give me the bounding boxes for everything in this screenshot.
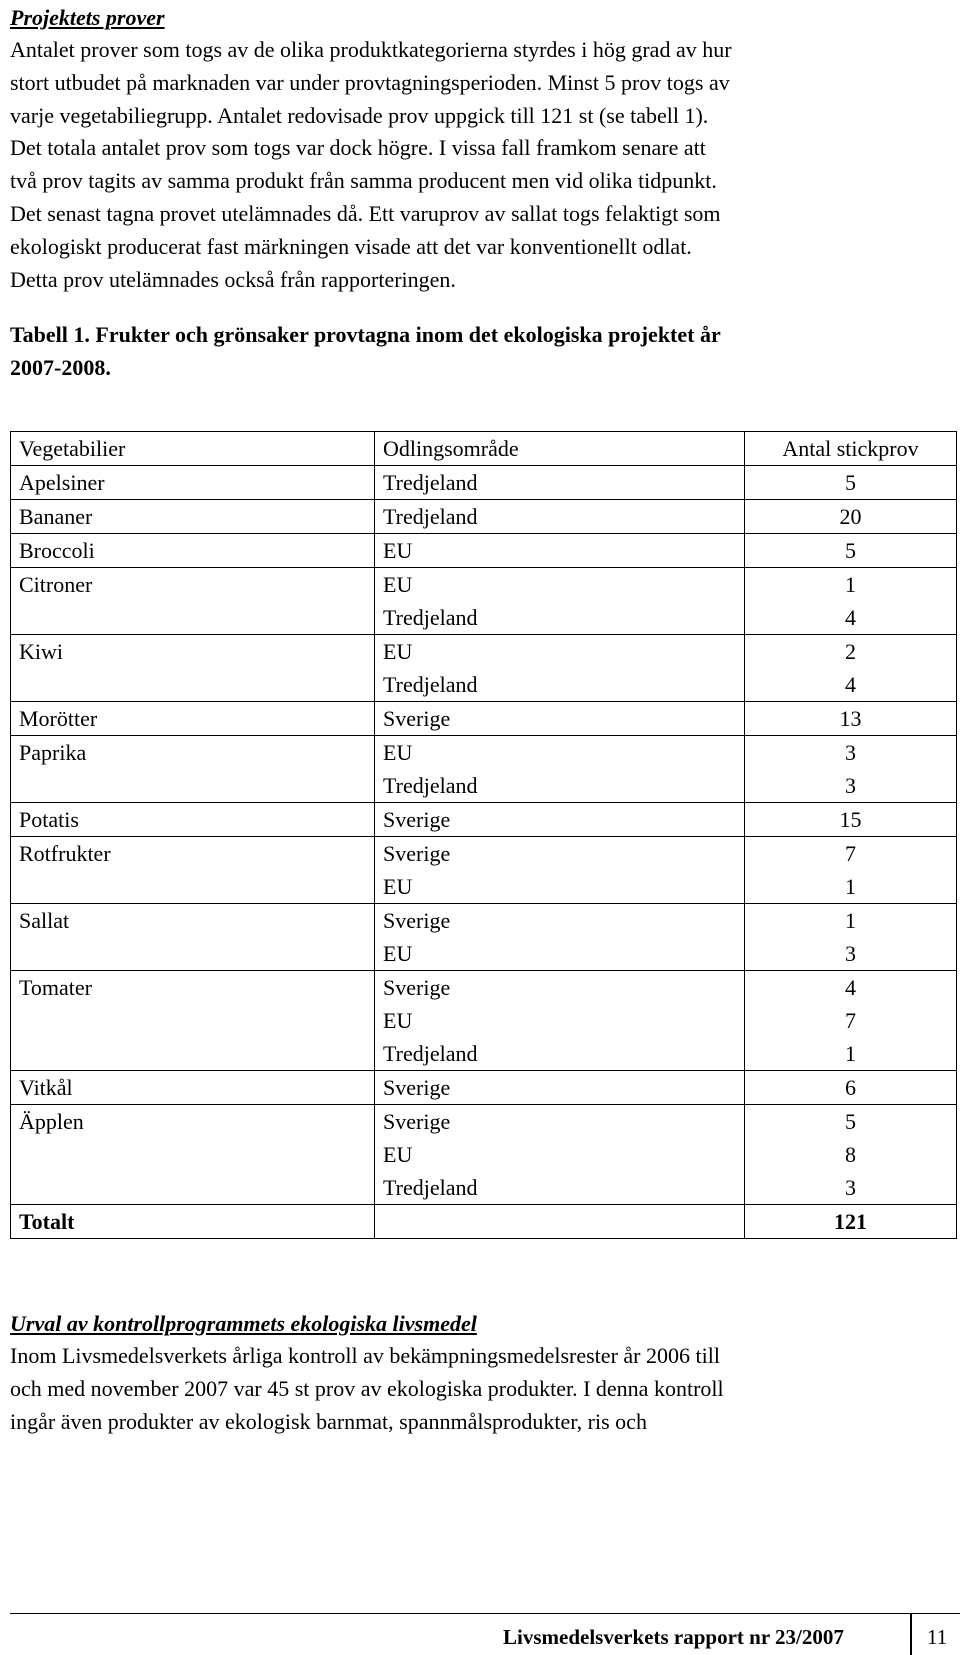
text-line: varje vegetabiliegrupp. Antalet redovisade prov uppgick till 121 st (se tabell 1).	[10, 102, 709, 128]
intro-paragraph	[10, 34, 950, 296]
section-title-projektets-prover: Projektets prover	[10, 5, 165, 30]
table-row	[11, 534, 957, 568]
text-line: och med november 2007 var 45 st prov av ekologiska produkter. I denna kontroll	[10, 1375, 724, 1401]
table-row	[11, 635, 957, 702]
cell-odlingsomrade	[375, 702, 745, 736]
cell-vegetabilier: Potatis	[11, 803, 375, 837]
cell-odlingsomrade	[375, 904, 745, 971]
cell-vegetabilier: Kiwi	[11, 635, 375, 702]
page-footer	[10, 1613, 960, 1649]
text-line: ingår även produkter av ekologisk barnmat, spannmålsprodukter, ris och	[10, 1408, 647, 1434]
cell-vegetabilier: Morötter	[11, 702, 375, 736]
page-number: 11	[927, 1625, 948, 1649]
area-value: Sverige	[383, 841, 451, 866]
count-value: 5	[845, 1109, 856, 1134]
cell-antal-stickprov	[745, 568, 957, 635]
cell-vegetabilier: Sallat	[11, 904, 375, 971]
area-value: EU	[383, 538, 413, 563]
cell-vegetabilier: Bananer	[11, 500, 375, 534]
area-value: Sverige	[383, 706, 451, 731]
table-row	[11, 803, 957, 837]
column-header-odlingsomrade: Odlingsområde	[375, 432, 745, 466]
cell-antal-stickprov	[745, 635, 957, 702]
count-value: 3	[845, 773, 856, 798]
cell-odlingsomrade	[375, 635, 745, 702]
area-value: Sverige	[383, 975, 451, 1000]
area-value: Tredjeland	[383, 773, 478, 798]
table-row	[11, 1071, 957, 1105]
document-page	[10, 0, 950, 1649]
count-value: 15	[839, 807, 862, 832]
area-value: Tredjeland	[383, 672, 478, 697]
area-value: EU	[383, 639, 413, 664]
cell-vegetabilier: Broccoli	[11, 534, 375, 568]
area-value: Tredjeland	[383, 470, 478, 495]
count-value: 4	[845, 975, 856, 1000]
text-line: Inom Livsmedelsverkets årliga kontroll av bekämpningsmedelsrester år 2006 till	[10, 1343, 720, 1368]
table-row	[11, 702, 957, 736]
cell-odlingsomrade	[375, 971, 745, 1071]
cell-antal-stickprov	[745, 904, 957, 971]
count-value: 8	[845, 1142, 856, 1167]
area-value: Tredjeland	[383, 1175, 478, 1200]
count-value: 20	[839, 504, 862, 529]
count-value: 3	[845, 941, 856, 966]
count-value: 7	[845, 841, 856, 866]
count-value: 6	[845, 1075, 856, 1100]
samples-table	[10, 431, 957, 1239]
area-value: Sverige	[383, 908, 451, 933]
cell-odlingsomrade	[375, 803, 745, 837]
cell-odlingsomrade	[375, 1105, 745, 1205]
cell-vegetabilier: Paprika	[11, 736, 375, 803]
cell-vegetabilier: Rotfrukter	[11, 837, 375, 904]
area-value: EU	[383, 740, 413, 765]
count-value: 1	[845, 908, 856, 933]
area-value: EU	[383, 1142, 413, 1167]
text-line: Det senast tagna provet utelämnades då. Ett varuprov av sallat togs felaktigt som	[10, 200, 721, 226]
cell-odlingsomrade	[375, 736, 745, 803]
total-empty-cell	[375, 1205, 745, 1239]
table-row	[11, 837, 957, 904]
area-value: EU	[383, 1008, 413, 1033]
area-value: Sverige	[383, 807, 451, 832]
text-line: ekologiskt producerat fast märkningen visade att det var konventionellt odlat.	[10, 233, 692, 259]
count-value: 1	[845, 572, 856, 597]
caption-line: Tabell 1. Frukter och grönsaker provtagna inom det ekologiska projektet år	[10, 322, 721, 348]
count-value: 3	[845, 740, 856, 765]
cell-vegetabilier: Citroner	[11, 568, 375, 635]
area-value: EU	[383, 572, 413, 597]
table-row	[11, 736, 957, 803]
footer-report-title: Livsmedelsverkets rapport nr 23/2007	[503, 1625, 844, 1649]
total-value: 121	[745, 1205, 957, 1239]
table-row	[11, 568, 957, 635]
cell-antal-stickprov	[745, 466, 957, 500]
cell-odlingsomrade	[375, 1071, 745, 1105]
count-value: 5	[845, 538, 856, 563]
cell-odlingsomrade	[375, 500, 745, 534]
column-header-vegetabilier: Vegetabilier	[11, 432, 375, 466]
table-row	[11, 971, 957, 1071]
area-value: Tredjeland	[383, 504, 478, 529]
cell-antal-stickprov	[745, 736, 957, 803]
table-row	[11, 500, 957, 534]
count-value: 4	[845, 605, 856, 630]
cell-antal-stickprov	[745, 837, 957, 904]
footer-divider	[910, 1614, 912, 1655]
total-label: Totalt	[11, 1205, 375, 1239]
table-caption	[10, 318, 940, 384]
cell-vegetabilier: Tomater	[11, 971, 375, 1071]
text-line: stort utbudet på marknaden var under provtagningsperioden. Minst 5 prov togs av	[10, 69, 730, 95]
column-header-antal-stickprov: Antal stickprov	[745, 432, 957, 466]
cell-odlingsomrade	[375, 466, 745, 500]
cell-antal-stickprov	[745, 500, 957, 534]
table-total-row	[11, 1205, 957, 1239]
count-value: 3	[845, 1175, 856, 1200]
text-line: Detta prov utelämnades också från rapporteringen.	[10, 266, 456, 292]
area-value: Tredjeland	[383, 1041, 478, 1066]
table-header-row	[11, 432, 957, 466]
area-value: Sverige	[383, 1109, 451, 1134]
count-value: 4	[845, 672, 856, 697]
cell-antal-stickprov	[745, 534, 957, 568]
cell-vegetabilier: Apelsiner	[11, 466, 375, 500]
cell-antal-stickprov	[745, 1071, 957, 1105]
text-line: Antalet prover som togs av de olika produktkategorierna styrdes i hög grad av hur	[10, 37, 732, 62]
table-row	[11, 1105, 957, 1205]
text-line: två prov tagits av samma produkt från samma producent men vid olika tidpunkt.	[10, 168, 717, 194]
cell-antal-stickprov	[745, 702, 957, 736]
count-value: 13	[839, 706, 862, 731]
area-value: EU	[383, 874, 413, 899]
count-value: 2	[845, 639, 856, 664]
section-urval	[10, 1306, 950, 1438]
count-value: 5	[845, 470, 856, 495]
cell-odlingsomrade	[375, 568, 745, 635]
area-value: EU	[383, 941, 413, 966]
cell-vegetabilier: Äpplen	[11, 1105, 375, 1205]
cell-vegetabilier: Vitkål	[11, 1071, 375, 1105]
cell-odlingsomrade	[375, 837, 745, 904]
area-value: Sverige	[383, 1075, 451, 1100]
table-row	[11, 904, 957, 971]
text-line: Det totala antalet prov som togs var dock högre. I vissa fall framkom senare att	[10, 135, 706, 161]
urval-paragraph	[10, 1340, 950, 1438]
section-title-urval: Urval av kontrollprogrammets ekologiska livsmedel	[10, 1311, 477, 1336]
cell-antal-stickprov	[745, 971, 957, 1071]
count-value: 1	[845, 874, 856, 899]
cell-odlingsomrade	[375, 534, 745, 568]
count-value: 7	[845, 1008, 856, 1033]
area-value: Tredjeland	[383, 605, 478, 630]
count-value: 1	[845, 1041, 856, 1066]
caption-line: 2007-2008.	[10, 355, 111, 381]
cell-antal-stickprov	[745, 1105, 957, 1205]
cell-antal-stickprov	[745, 803, 957, 837]
table-row	[11, 466, 957, 500]
